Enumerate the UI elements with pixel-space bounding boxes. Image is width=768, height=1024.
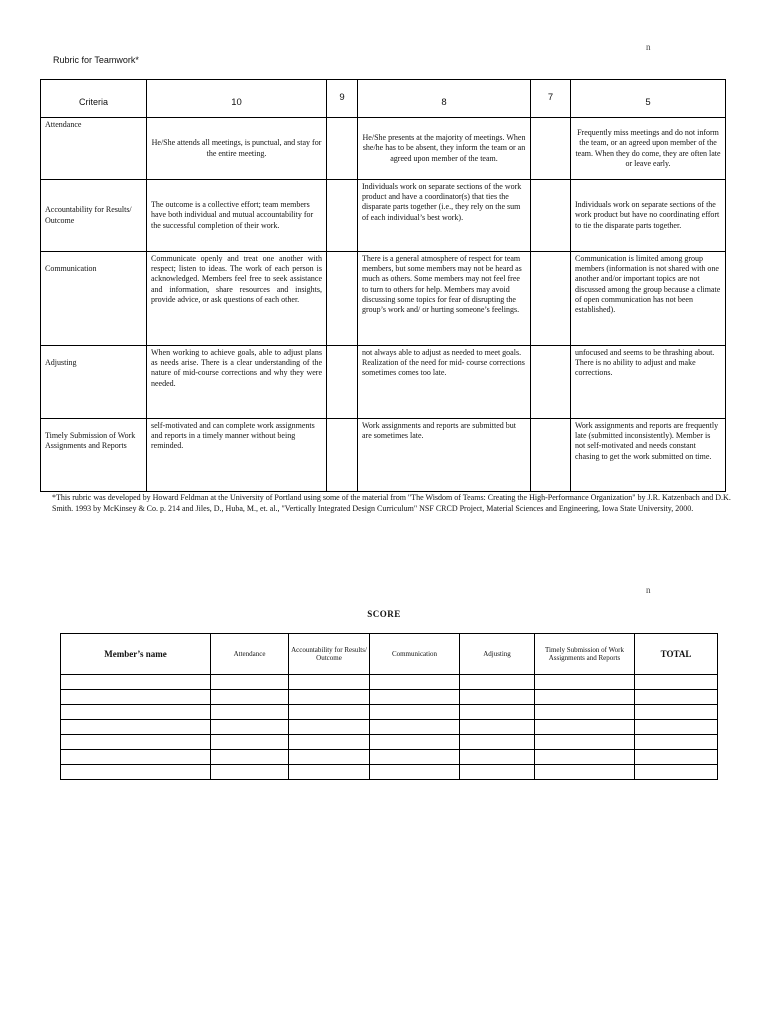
communication-score-10: Communicate openly and treat one another with respect; listen to ideas. The work of each person is acknowledged. Members feel free to seek assistance and information, share resources and insights, provide advice, or ask questions of each other. xyxy=(147,252,327,346)
score-cell-total[interactable] xyxy=(635,690,718,705)
score-cell-timely-submission[interactable] xyxy=(535,720,635,735)
score-cell-communication[interactable] xyxy=(370,765,460,780)
score-cell-communication[interactable] xyxy=(370,705,460,720)
adjusting-score-10: When working to achieve goals, able to adjust plans as needs arise. There is a clear understanding of the nature of mid-course corrections and why they were needed. xyxy=(147,346,327,419)
score-cell-total[interactable] xyxy=(635,750,718,765)
score-cell-timely-submission[interactable] xyxy=(535,705,635,720)
rubric-row-adjusting xyxy=(41,346,726,419)
score-cell-adjusting[interactable] xyxy=(460,690,535,705)
attendance-score-8: He/She presents at the majority of meetings. When she/he has to be absent, they inform the team or an agreed upon member of the team. xyxy=(358,118,531,180)
score-cell-adjusting[interactable] xyxy=(460,765,535,780)
attendance-score-5: Frequently miss meetings and do not inform the team, or an agreed upon member of the team. When they do come, they are often late or leave early. xyxy=(571,118,726,180)
score-header-timely-submission: Timely Submission of Work Assignments and Reports xyxy=(535,634,635,675)
score-cell-member[interactable] xyxy=(61,720,211,735)
score-cell-attendance[interactable] xyxy=(211,750,289,765)
attendance-score-9 xyxy=(327,118,358,180)
score-header-communication: Communication xyxy=(370,634,460,675)
accountability-score-10: The outcome is a collective effort; team members have both individual and mutual accountability for the successful completion of their work. xyxy=(147,180,327,252)
score-cell-attendance[interactable] xyxy=(211,765,289,780)
header-criteria: Criteria xyxy=(41,80,147,118)
score-cell-communication[interactable] xyxy=(370,720,460,735)
adjusting-score-5: unfocused and seems to be thrashing about. There is no ability to adjust and make corrections. xyxy=(571,346,726,419)
score-cell-accountability[interactable] xyxy=(289,750,370,765)
rubric-row-timely-submission xyxy=(41,419,726,492)
score-header-total: TOTAL xyxy=(635,634,718,675)
score-cell-adjusting[interactable] xyxy=(460,675,535,690)
score-cell-accountability[interactable] xyxy=(289,735,370,750)
rubric-header-row xyxy=(41,80,726,118)
header-score-9: 9 xyxy=(327,80,358,118)
score-cell-communication[interactable] xyxy=(370,750,460,765)
score-header-attendance: Attendance xyxy=(211,634,289,675)
rubric-title: Rubric for Teamwork* xyxy=(53,55,139,65)
score-row xyxy=(61,705,718,720)
score-cell-accountability[interactable] xyxy=(289,765,370,780)
score-cell-attendance[interactable] xyxy=(211,720,289,735)
score-cell-member[interactable] xyxy=(61,690,211,705)
score-cell-member[interactable] xyxy=(61,765,211,780)
score-cell-communication[interactable] xyxy=(370,690,460,705)
page-mark-middle: n xyxy=(646,585,651,595)
score-cell-attendance[interactable] xyxy=(211,675,289,690)
score-cell-attendance[interactable] xyxy=(211,690,289,705)
header-score-7: 7 xyxy=(531,80,571,118)
communication-score-9 xyxy=(327,252,358,346)
communication-score-8: There is a general atmosphere of respect for team members, but some members may not be heard as much as others. Some members may not feel free to turn to others for help. Members may avoid discussing some topics for fear of disrupting the group’s work and/ or hurting someone’s feelings. xyxy=(358,252,531,346)
score-table xyxy=(60,633,718,780)
accountability-score-8: Individuals work on separate sections of the work product and have a coordinator(s) that ties the disparate parts together (i.e., they rely on the sum of each individual’s best work). xyxy=(358,180,531,252)
score-row xyxy=(61,690,718,705)
timely-submission-score-10: self-motivated and can complete work assignments and reports in a timely manner without being reminded. xyxy=(147,419,327,492)
score-cell-member[interactable] xyxy=(61,735,211,750)
score-cell-total[interactable] xyxy=(635,675,718,690)
header-score-8: 8 xyxy=(358,80,531,118)
criteria-adjusting: Adjusting xyxy=(41,346,147,419)
communication-score-7 xyxy=(531,252,571,346)
score-body xyxy=(61,675,718,780)
score-title: SCORE xyxy=(367,609,401,619)
criteria-timely-submission: Timely Submission of Work Assignments and Reports xyxy=(41,419,147,492)
score-cell-timely-submission[interactable] xyxy=(535,690,635,705)
rubric-row-attendance xyxy=(41,118,726,180)
accountability-score-9 xyxy=(327,180,358,252)
score-cell-attendance[interactable] xyxy=(211,735,289,750)
score-row xyxy=(61,765,718,780)
score-cell-member[interactable] xyxy=(61,675,211,690)
attendance-score-10: He/She attends all meetings, is punctual, and stay for the entire meeting. xyxy=(147,118,327,180)
score-cell-adjusting[interactable] xyxy=(460,735,535,750)
score-cell-adjusting[interactable] xyxy=(460,720,535,735)
score-cell-timely-submission[interactable] xyxy=(535,735,635,750)
page-mark-top: n xyxy=(646,42,651,52)
score-header-member: Member’s name xyxy=(61,634,211,675)
rubric-table xyxy=(40,79,726,492)
criteria-communication: Communication xyxy=(41,252,147,346)
score-cell-member[interactable] xyxy=(61,705,211,720)
rubric-row-accountability xyxy=(41,180,726,252)
adjusting-score-9 xyxy=(327,346,358,419)
score-row xyxy=(61,720,718,735)
score-row xyxy=(61,675,718,690)
timely-submission-score-7 xyxy=(531,419,571,492)
adjusting-score-8: not always able to adjust as needed to meet goals. Realization of the need for mid- course corrections sometimes comes too late. xyxy=(358,346,531,419)
score-row xyxy=(61,750,718,765)
criteria-accountability: Accountability for Results/ Outcome xyxy=(41,180,147,252)
score-header-adjusting: Adjusting xyxy=(460,634,535,675)
score-cell-member[interactable] xyxy=(61,750,211,765)
score-cell-communication[interactable] xyxy=(370,735,460,750)
header-score-10: 10 xyxy=(147,80,327,118)
score-cell-adjusting[interactable] xyxy=(460,750,535,765)
accountability-score-7 xyxy=(531,180,571,252)
score-cell-total[interactable] xyxy=(635,705,718,720)
score-cell-adjusting[interactable] xyxy=(460,705,535,720)
score-cell-timely-submission[interactable] xyxy=(535,750,635,765)
score-cell-total[interactable] xyxy=(635,735,718,750)
header-score-5: 5 xyxy=(571,80,726,118)
score-cell-communication[interactable] xyxy=(370,675,460,690)
timely-submission-score-8: Work assignments and reports are submitted but are sometimes late. xyxy=(358,419,531,492)
adjusting-score-7 xyxy=(531,346,571,419)
score-header-accountability: Accountability for Results/ Outcome xyxy=(289,634,370,675)
timely-submission-score-9 xyxy=(327,419,358,492)
rubric-row-communication xyxy=(41,252,726,346)
score-cell-timely-submission[interactable] xyxy=(535,765,635,780)
communication-score-5: Communication is limited among group members (information is not shared with one another and/or important topics are not discussed among the group because a climate of open communication has not been established). xyxy=(571,252,726,346)
score-header-row xyxy=(61,634,718,675)
attendance-score-7 xyxy=(531,118,571,180)
score-cell-attendance[interactable] xyxy=(211,705,289,720)
timely-submission-score-5: Work assignments and reports are frequently late (submitted inconsistently). Member is not self-motivated and needs constant chasing to get the work submitted on time. xyxy=(571,419,726,492)
score-cell-accountability[interactable] xyxy=(289,720,370,735)
score-cell-total[interactable] xyxy=(635,720,718,735)
score-row xyxy=(61,735,718,750)
score-cell-timely-submission[interactable] xyxy=(535,675,635,690)
score-cell-accountability[interactable] xyxy=(289,675,370,690)
criteria-attendance: Attendance xyxy=(41,118,147,180)
score-cell-accountability[interactable] xyxy=(289,690,370,705)
score-cell-total[interactable] xyxy=(635,765,718,780)
accountability-score-5: Individuals work on separate sections of the work product but have no coordinating effort to tie the disparate parts together. xyxy=(571,180,726,252)
score-cell-accountability[interactable] xyxy=(289,705,370,720)
rubric-footnote: *This rubric was developed by Howard Feldman at the University of Portland using some of the material from "The Wisdom of Teams: Creating the High-Performance Organization" by J.R. Katzenbach and D.K. Smith. 1993 by McKinsey & Co. p. 214 and Jiles, D., Huba, M., et. al., "Vertically Integrated Design Curriculum" NSF CRCD Project, Material Sciences and Engineering, Iowa State University, 2000. xyxy=(52,493,731,513)
